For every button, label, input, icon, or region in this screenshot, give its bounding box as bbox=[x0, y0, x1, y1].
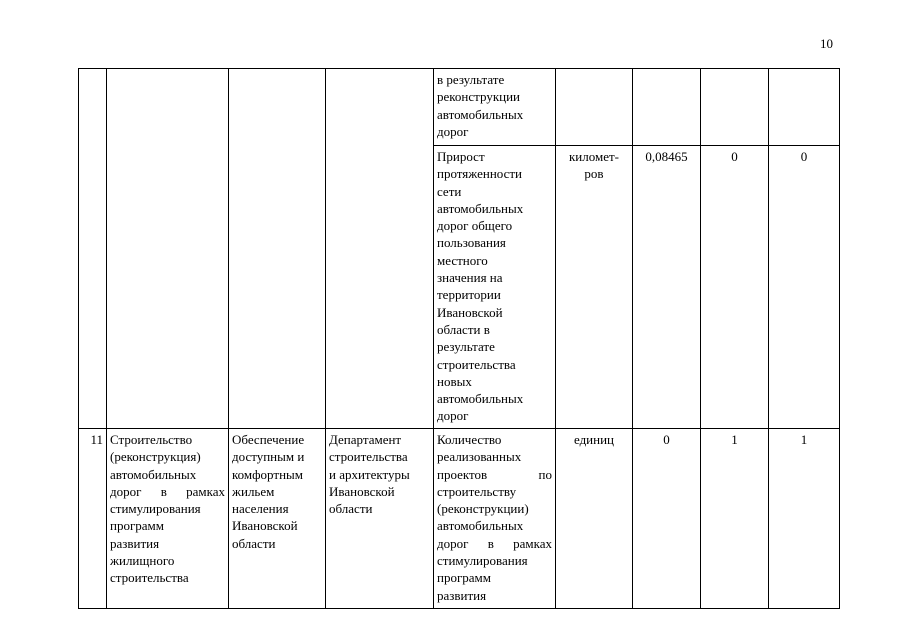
indicator-line: протяженности bbox=[437, 166, 523, 182]
indicator-line: развития bbox=[437, 587, 487, 603]
name-line: развития bbox=[110, 535, 160, 551]
indicator-line: автомобильных bbox=[437, 518, 524, 534]
indicator-line: стимулирования bbox=[437, 553, 528, 569]
unit-line: ров bbox=[584, 166, 604, 182]
cell-value-2: 1 bbox=[701, 429, 769, 609]
executor-line: строительства bbox=[329, 449, 408, 465]
name-line: программ bbox=[110, 518, 165, 534]
indicator-line: дорог общего bbox=[437, 218, 513, 234]
name-line: автомобильных bbox=[110, 466, 197, 482]
executor-line: Департамент bbox=[329, 432, 402, 447]
indicator-line: результате bbox=[437, 339, 495, 355]
cell-measure-name bbox=[107, 69, 229, 429]
cell-value-3: 1 bbox=[769, 429, 840, 609]
table-row-11 bbox=[79, 429, 840, 609]
indicator-line: проектов по bbox=[437, 466, 552, 482]
cell-value-2 bbox=[701, 69, 769, 146]
cell-indicator bbox=[434, 429, 556, 609]
goal-line: Ивановской bbox=[232, 518, 298, 534]
goal-line: Обеспечение bbox=[232, 432, 305, 447]
cell-goal bbox=[229, 69, 326, 429]
indicator-line: программ bbox=[437, 570, 492, 586]
cell-value-2: 0 bbox=[701, 146, 769, 429]
cell-measure-name bbox=[107, 429, 229, 609]
indicator-line: (реконструкции) bbox=[437, 501, 529, 517]
indicator-line: реализованных bbox=[437, 449, 522, 465]
goal-line: жильем bbox=[232, 483, 275, 499]
indicator-line: сети bbox=[437, 183, 462, 199]
name-line: строительства bbox=[110, 570, 189, 586]
cell-unit bbox=[556, 146, 633, 429]
indicators-table bbox=[78, 68, 840, 609]
indicator-line: в результате bbox=[437, 72, 505, 87]
cell-executor bbox=[326, 429, 434, 609]
cell-goal bbox=[229, 429, 326, 609]
indicator-line: области в bbox=[437, 321, 490, 337]
indicator-line: дорог bbox=[437, 408, 469, 424]
cell-number: 11 bbox=[79, 429, 107, 609]
cell-value-1: 0 bbox=[633, 429, 701, 609]
name-line: Строительство bbox=[110, 432, 193, 447]
indicator-line: Ивановской bbox=[437, 304, 503, 320]
indicator-line: дорог bbox=[437, 123, 469, 139]
goal-line: комфортным bbox=[232, 466, 303, 482]
unit-line: километ- bbox=[568, 149, 620, 164]
executor-line: Ивановской bbox=[329, 483, 395, 499]
cell-value-3 bbox=[769, 69, 840, 146]
cell-indicator bbox=[434, 146, 556, 429]
cell-unit bbox=[556, 69, 633, 146]
indicator-line: Количество bbox=[437, 432, 502, 447]
table-row-continuation bbox=[79, 69, 840, 146]
indicator-line: строительству bbox=[437, 483, 517, 499]
indicator-line: территории bbox=[437, 287, 501, 303]
indicator-line: Прирост bbox=[437, 149, 485, 164]
executor-line: и архитектуры bbox=[329, 466, 410, 482]
page-number: 10 bbox=[820, 36, 833, 51]
indicator-line: значения на bbox=[437, 270, 503, 286]
indicator-line: автомобильных bbox=[437, 391, 524, 407]
indicator-line: автомобильных bbox=[437, 200, 524, 216]
goal-line: населения bbox=[232, 501, 289, 517]
cell-value-3: 0 bbox=[769, 146, 840, 429]
name-line: жилищного bbox=[110, 553, 175, 569]
cell-number bbox=[79, 69, 107, 429]
indicator-line: автомобильных bbox=[437, 106, 524, 122]
indicator-line: новых bbox=[437, 373, 472, 389]
cell-value-1 bbox=[633, 69, 701, 146]
indicator-line: дорог в рамках bbox=[437, 535, 552, 551]
indicator-line: реконструкции bbox=[437, 89, 521, 105]
goal-line: доступным и bbox=[232, 449, 305, 465]
executor-line: области bbox=[329, 501, 373, 517]
name-line: дорог в рамках bbox=[110, 483, 225, 499]
cell-indicator bbox=[434, 69, 556, 146]
goal-line: области bbox=[232, 535, 276, 551]
indicator-line: пользования bbox=[437, 235, 506, 251]
indicator-line: местного bbox=[437, 252, 488, 268]
cell-executor bbox=[326, 69, 434, 429]
indicator-line: строительства bbox=[437, 356, 516, 372]
cell-unit: единиц bbox=[556, 429, 633, 609]
name-line: стимулирования bbox=[110, 501, 201, 517]
cell-value-1: 0,08465 bbox=[633, 146, 701, 429]
name-line: (реконструкция) bbox=[110, 449, 201, 465]
